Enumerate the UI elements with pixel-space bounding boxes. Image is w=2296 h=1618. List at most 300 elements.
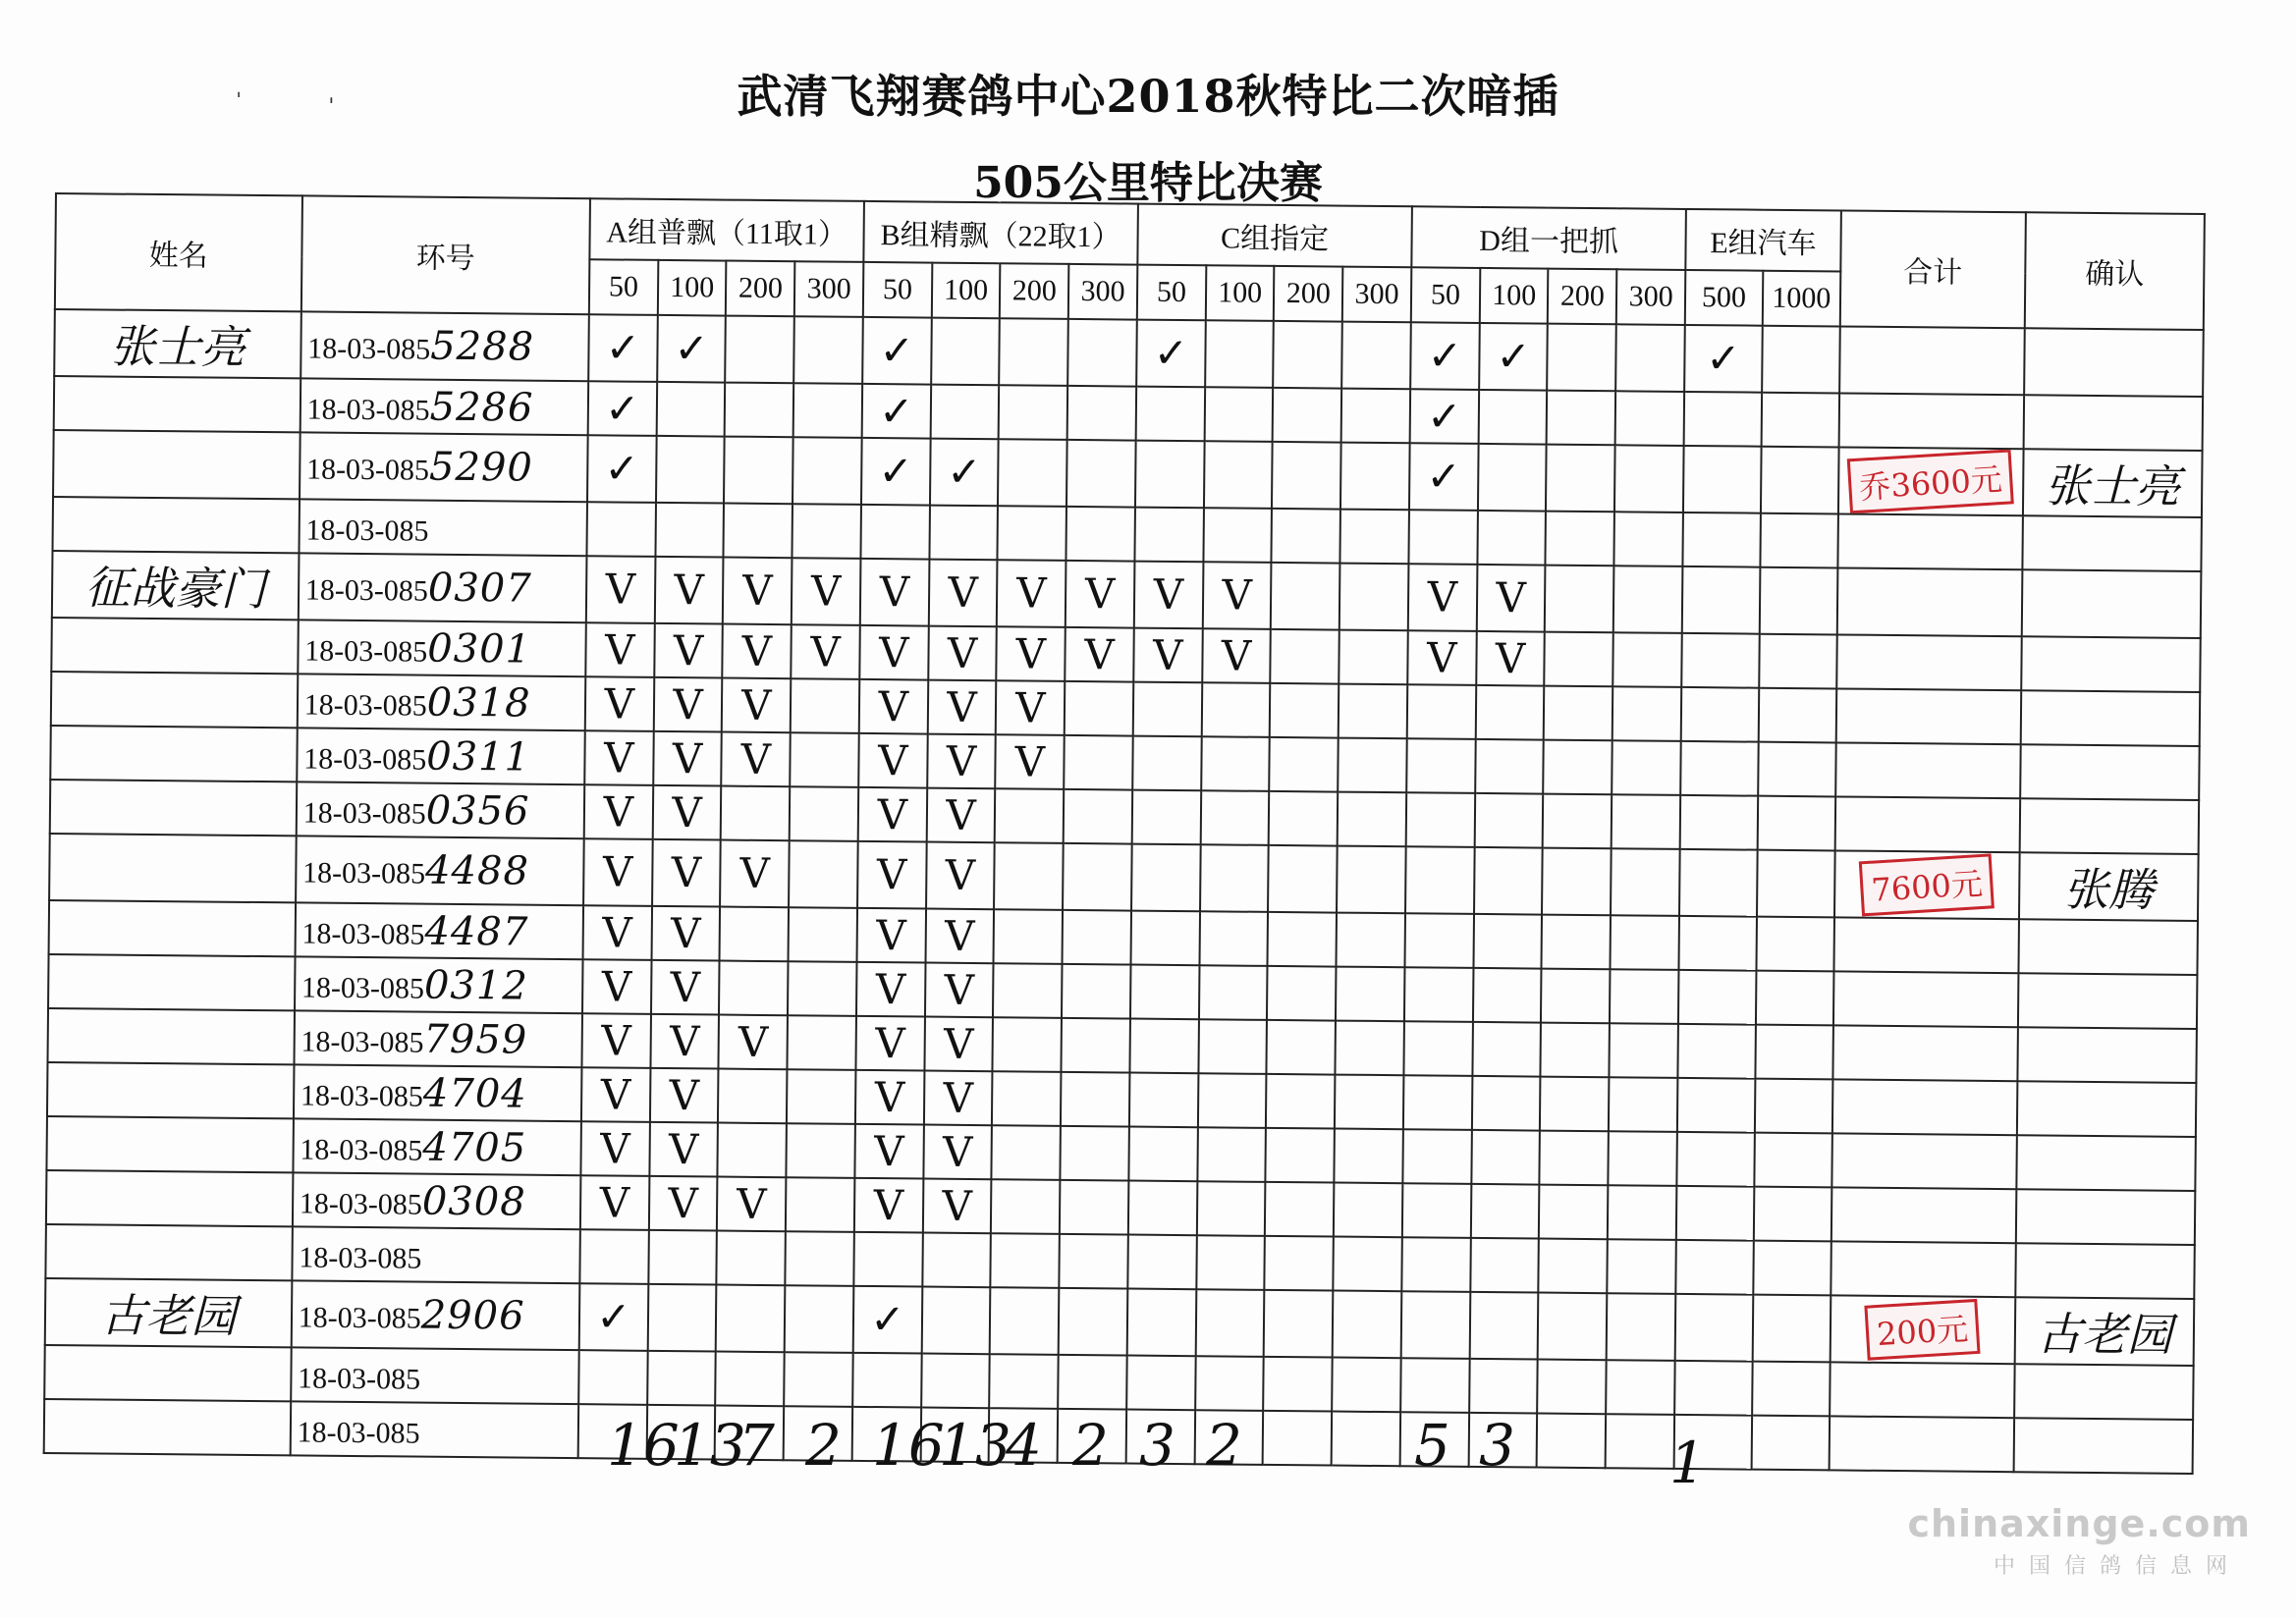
check-mark [1401, 1291, 1470, 1359]
check-mark [1059, 1288, 1127, 1356]
confirm-cell [2020, 744, 2200, 800]
check-mark [1000, 318, 1068, 386]
ring-number [300, 378, 588, 435]
check-mark [1272, 442, 1340, 510]
ring-suffix: 4487 [424, 908, 529, 955]
check-mark [1060, 1234, 1128, 1289]
check-mark [1402, 1129, 1471, 1184]
check-mark [1678, 916, 1756, 971]
check-mark: V [585, 676, 654, 731]
check-mark: V [655, 557, 724, 624]
total-cell [1837, 513, 2023, 569]
check-mark [1475, 685, 1544, 740]
header-distance: 500 [1685, 270, 1763, 326]
check-mark [994, 909, 1063, 964]
check-mark [1264, 1357, 1333, 1412]
check-mark [1752, 1362, 1830, 1417]
check-mark [1405, 846, 1474, 914]
ring-number [300, 432, 588, 502]
check-mark: V [651, 960, 720, 1015]
total-cell [1837, 567, 2023, 636]
check-mark [1404, 913, 1473, 968]
header-total: 合计 [1840, 210, 2026, 328]
check-mark: V [996, 680, 1065, 735]
document-title: 武清飞翔赛鸽中心2018秋特比二次暗插 [737, 70, 1559, 123]
check-mark [1341, 389, 1410, 444]
check-mark [1615, 391, 1684, 446]
results-table [43, 192, 2206, 1475]
check-mark [1201, 682, 1270, 737]
check-mark: V [586, 556, 655, 623]
ring-suffix: 7959 [423, 1016, 528, 1063]
check-mark: V [854, 1124, 923, 1179]
check-mark [1474, 847, 1543, 915]
check-mark [1614, 445, 1683, 512]
confirm-cell [2016, 1135, 2196, 1191]
check-mark [786, 1177, 854, 1232]
ring-prefix: 18-03-085 [307, 332, 431, 366]
check-mark: V [584, 730, 653, 785]
check-mark: V [652, 839, 721, 907]
check-mark: ✓ [1479, 323, 1548, 391]
ring-number [299, 499, 587, 556]
check-mark [724, 437, 793, 505]
check-mark [784, 1352, 852, 1407]
check-mark [1538, 1293, 1607, 1361]
total-cell [1833, 971, 2019, 1027]
confirm-cell [2023, 395, 2203, 451]
check-mark: V [1202, 628, 1271, 683]
check-mark [1340, 510, 1409, 565]
check-mark: ✓ [862, 384, 931, 439]
check-mark: V [649, 1122, 718, 1177]
owner-name [44, 1345, 291, 1401]
check-mark [579, 1229, 648, 1284]
check-mark [790, 786, 858, 841]
ring-number [291, 1280, 579, 1350]
check-mark [991, 1179, 1060, 1234]
check-mark [930, 385, 999, 440]
total-cell [1835, 742, 2021, 798]
check-mark [1127, 1235, 1196, 1290]
ring-suffix: 0318 [426, 679, 531, 727]
ring-suffix: 0356 [425, 787, 530, 835]
ring-prefix: 18-03-085 [303, 741, 427, 777]
check-mark [1474, 793, 1543, 848]
check-mark [1204, 441, 1273, 509]
check-mark [719, 961, 788, 1016]
scan-speck: ˈ [236, 90, 243, 115]
check-mark [1271, 629, 1339, 684]
ring-number [296, 782, 584, 838]
check-mark [922, 1233, 991, 1288]
ring-number [293, 1118, 581, 1175]
ring-prefix: 18-03-085 [305, 512, 429, 548]
check-mark [931, 318, 1000, 386]
column-totals [0, 1412, 2296, 1496]
check-mark [1404, 967, 1473, 1022]
ring-number [293, 1172, 581, 1229]
check-mark [1266, 1074, 1335, 1129]
total-cell [1835, 688, 2021, 744]
check-mark [1545, 566, 1613, 633]
ring-prefix: 18-03-085 [302, 795, 426, 831]
check-mark: V [653, 731, 722, 786]
check-mark [1676, 1132, 1754, 1187]
check-mark: V [859, 679, 928, 734]
total-cell [1836, 634, 2022, 690]
check-mark [1753, 1241, 1831, 1296]
check-mark: ✓ [1136, 320, 1205, 388]
check-mark: V [723, 558, 792, 625]
check-mark: V [582, 905, 651, 960]
total-cell [1839, 326, 2025, 395]
ring-prefix: 18-03-085 [304, 633, 428, 669]
header-group-c: C组指定 [1137, 204, 1412, 268]
check-mark [994, 842, 1063, 910]
check-mark [1334, 1183, 1402, 1238]
ring-suffix: 5288 [430, 323, 535, 370]
check-mark [787, 1123, 855, 1178]
column-total: 16 [872, 1412, 945, 1479]
check-mark [1337, 846, 1405, 914]
owner-name [53, 430, 300, 499]
check-mark: ✓ [853, 1286, 922, 1354]
check-mark: V [584, 784, 653, 839]
total-cell [1831, 1187, 2017, 1243]
header-distance: 200 [1000, 263, 1068, 319]
check-mark [1681, 633, 1759, 688]
check-mark [1204, 387, 1273, 442]
check-mark [1472, 1076, 1541, 1131]
ring-prefix: 18-03-085 [299, 1240, 422, 1275]
check-mark [992, 1071, 1061, 1126]
check-mark [724, 504, 793, 559]
header-distance: 200 [1274, 266, 1342, 322]
check-mark [1544, 740, 1613, 795]
ring-suffix: 2906 [420, 1292, 525, 1339]
check-mark [1265, 1236, 1334, 1291]
check-mark: V [857, 841, 926, 909]
confirm-cell [2019, 852, 2199, 921]
check-mark: V [717, 1177, 786, 1232]
check-mark [1545, 632, 1613, 687]
check-mark [1613, 686, 1681, 741]
check-mark: V [923, 1125, 992, 1180]
check-mark [1339, 684, 1407, 739]
check-mark [1680, 741, 1758, 796]
check-mark [853, 1232, 922, 1287]
header-distance: 100 [658, 260, 727, 316]
check-mark: V [924, 1071, 993, 1126]
check-mark [1540, 1077, 1609, 1132]
check-mark: V [653, 677, 722, 732]
column-total: 3 [1479, 1412, 1515, 1479]
check-mark [1267, 966, 1336, 1021]
check-mark [1195, 1289, 1264, 1357]
ring-prefix: 18-03-085 [304, 573, 428, 608]
check-mark [1339, 630, 1407, 685]
confirm-cell [2022, 515, 2202, 571]
check-mark [1613, 632, 1681, 687]
check-mark [1063, 843, 1131, 911]
check-mark: V [792, 558, 860, 625]
check-mark [1200, 844, 1269, 912]
check-mark: V [923, 1179, 992, 1234]
check-mark [1607, 1293, 1675, 1361]
ring-number [296, 836, 584, 905]
check-mark [1761, 447, 1839, 514]
check-mark [1475, 739, 1544, 794]
ring-prefix: 18-03-085 [303, 687, 427, 723]
check-mark: V [927, 680, 996, 735]
check-mark: V [1202, 562, 1271, 629]
confirm-cell [2019, 798, 2199, 854]
header-distance: 200 [726, 261, 794, 317]
check-mark: V [580, 1175, 649, 1230]
check-mark: V [855, 1070, 924, 1125]
check-mark [1264, 1290, 1333, 1358]
ring-prefix: 18-03-085 [298, 1301, 421, 1335]
check-mark: V [650, 1014, 719, 1069]
check-mark [1340, 443, 1409, 511]
confirm-cell [2018, 973, 2198, 1029]
check-mark [1539, 1185, 1608, 1240]
check-mark: V [654, 623, 723, 678]
confirm-cell [2017, 1027, 2197, 1083]
check-mark [1760, 567, 1838, 635]
check-mark [1134, 508, 1203, 563]
check-mark [656, 436, 725, 504]
check-mark [1544, 686, 1613, 741]
check-mark: V [1134, 562, 1203, 629]
total-cell [1831, 1241, 2016, 1297]
check-mark [1614, 512, 1683, 566]
check-mark: V [860, 559, 929, 626]
check-mark [1132, 736, 1201, 791]
check-mark: ✓ [657, 315, 726, 383]
check-mark [1205, 320, 1274, 388]
check-mark [1472, 1022, 1541, 1077]
header-distance: 50 [1137, 265, 1206, 321]
check-mark [990, 1287, 1059, 1355]
check-mark: V [720, 840, 789, 908]
check-mark [726, 316, 794, 384]
prize-stamp: 乔3600元 [1847, 449, 2015, 513]
document-subtitle: 505公里特比决赛 [973, 158, 1323, 208]
check-mark [1609, 1131, 1677, 1186]
check-mark [1610, 969, 1678, 1024]
check-mark: V [856, 908, 925, 963]
check-mark [1135, 441, 1204, 509]
total-cell [1830, 1295, 2015, 1364]
confirm-cell [2016, 1189, 2196, 1245]
check-mark [1333, 1291, 1401, 1359]
check-mark: V [651, 906, 720, 961]
ring-prefix: 18-03-085 [306, 392, 430, 427]
header-group-b: B组精飘（22取1） [863, 201, 1138, 265]
owner-name [50, 726, 297, 782]
check-mark [1542, 848, 1611, 916]
check-mark [921, 1354, 990, 1409]
header-distance: 100 [1480, 268, 1549, 324]
header-distance: 100 [932, 263, 1001, 319]
ring-suffix: 0311 [426, 733, 531, 781]
check-mark: ✓ [1409, 443, 1478, 511]
header-distance: 1000 [1763, 271, 1840, 327]
header-ring: 环号 [301, 195, 590, 314]
ring-prefix: 18-03-085 [300, 1132, 423, 1167]
check-mark: ✓ [588, 314, 657, 382]
check-mark [793, 504, 861, 559]
check-mark: ✓ [588, 381, 657, 436]
check-mark [1615, 324, 1684, 392]
check-mark [921, 1287, 990, 1355]
ring-suffix: 5286 [429, 384, 534, 431]
check-mark [1761, 393, 1838, 448]
check-mark: V [997, 560, 1066, 627]
check-mark [1400, 1358, 1469, 1413]
total-cell [1838, 447, 2024, 515]
check-mark [1338, 738, 1406, 793]
check-mark [1197, 1127, 1266, 1182]
check-mark [1270, 737, 1339, 792]
check-mark [647, 1351, 716, 1406]
check-mark [1195, 1356, 1264, 1411]
column-total: 13 [674, 1412, 746, 1479]
check-mark: ✓ [1410, 322, 1479, 390]
owner-name: 张士亮 [54, 309, 301, 378]
check-mark: V [856, 962, 925, 1017]
check-mark: V [722, 678, 791, 733]
ring-prefix: 18-03-085 [300, 1078, 424, 1113]
ring-number [298, 674, 586, 730]
check-mark [720, 907, 789, 962]
check-mark [1679, 849, 1758, 917]
owner-name [50, 780, 297, 836]
check-mark [1129, 1019, 1198, 1074]
ring-suffix: 5290 [428, 444, 534, 491]
check-mark: V [1065, 627, 1133, 682]
check-mark [788, 1015, 856, 1070]
check-mark [1753, 1295, 1831, 1363]
confirm-cell [2018, 919, 2198, 975]
check-mark: V [652, 785, 721, 840]
check-mark [1760, 513, 1837, 568]
check-mark [1133, 682, 1202, 737]
check-mark [1268, 845, 1337, 913]
check-mark [991, 1233, 1060, 1288]
check-mark [1547, 391, 1615, 446]
ring-suffix: 4488 [424, 847, 530, 894]
check-mark [1613, 566, 1682, 633]
prize-stamp: 7600元 [1859, 853, 1995, 916]
ring-prefix: 18-03-085 [297, 1415, 420, 1450]
check-mark [1539, 1239, 1608, 1294]
header-group-d: D组一把抓 [1411, 206, 1686, 270]
confirm-cell [2020, 690, 2200, 746]
check-mark [1129, 1073, 1198, 1128]
check-mark [1337, 913, 1405, 968]
check-mark [656, 382, 725, 437]
column-total: 2 [805, 1412, 842, 1479]
check-mark [990, 1354, 1059, 1409]
check-mark [1675, 1240, 1753, 1295]
column-total: 5 [1414, 1412, 1450, 1479]
check-mark [1677, 1078, 1755, 1133]
check-mark [1274, 321, 1342, 389]
owner-name [45, 1224, 292, 1280]
check-mark [1470, 1238, 1539, 1293]
check-mark [1756, 971, 1833, 1026]
check-mark [793, 383, 862, 438]
total-cell [1831, 1133, 2017, 1189]
check-mark: ✓ [579, 1283, 648, 1351]
check-mark [1132, 790, 1201, 845]
check-mark [1469, 1359, 1538, 1414]
check-mark [1338, 792, 1406, 847]
check-mark [1540, 1131, 1609, 1186]
check-mark [1270, 683, 1339, 738]
total-cell [1834, 850, 2020, 919]
ring-prefix: 18-03-085 [301, 1024, 424, 1059]
check-mark [1608, 1239, 1676, 1294]
header-distance: 300 [1342, 267, 1411, 323]
check-mark [1401, 1237, 1470, 1292]
check-mark [1406, 792, 1475, 847]
owner-name [46, 1116, 293, 1172]
header-distance: 100 [1206, 265, 1275, 321]
check-mark [1128, 1181, 1197, 1236]
check-mark [999, 385, 1067, 440]
check-mark [1757, 850, 1835, 918]
total-cell [1832, 1079, 2018, 1135]
total-cell [1832, 1025, 2018, 1081]
check-mark [1271, 563, 1339, 630]
ring-number [301, 311, 589, 381]
check-mark: V [997, 626, 1066, 681]
check-mark [1611, 848, 1679, 916]
ring-suffix: 4704 [422, 1070, 527, 1117]
check-mark [1060, 1180, 1128, 1235]
check-mark [793, 437, 861, 505]
check-mark [1336, 1021, 1404, 1076]
check-mark [1062, 964, 1130, 1019]
owner-name [52, 497, 299, 553]
check-mark [1199, 965, 1268, 1020]
check-mark [793, 316, 862, 384]
check-mark: ✓ [861, 438, 930, 506]
ring-suffix: 0301 [427, 625, 532, 673]
ring-number [294, 1064, 582, 1121]
column-total: 16 [607, 1412, 680, 1479]
check-mark [929, 506, 998, 561]
check-mark [1754, 1133, 1831, 1188]
check-mark [998, 439, 1066, 507]
owner-name [47, 1008, 294, 1064]
check-mark [1674, 1361, 1752, 1416]
check-mark [790, 732, 858, 787]
check-mark [1062, 1018, 1130, 1073]
check-mark [1064, 789, 1132, 844]
check-mark [1546, 445, 1614, 512]
confirm-cell [2015, 1243, 2195, 1299]
check-mark [1759, 688, 1836, 743]
check-mark [1203, 508, 1272, 563]
check-mark [1267, 1020, 1336, 1075]
ring-number [299, 553, 587, 622]
check-mark [993, 963, 1062, 1018]
